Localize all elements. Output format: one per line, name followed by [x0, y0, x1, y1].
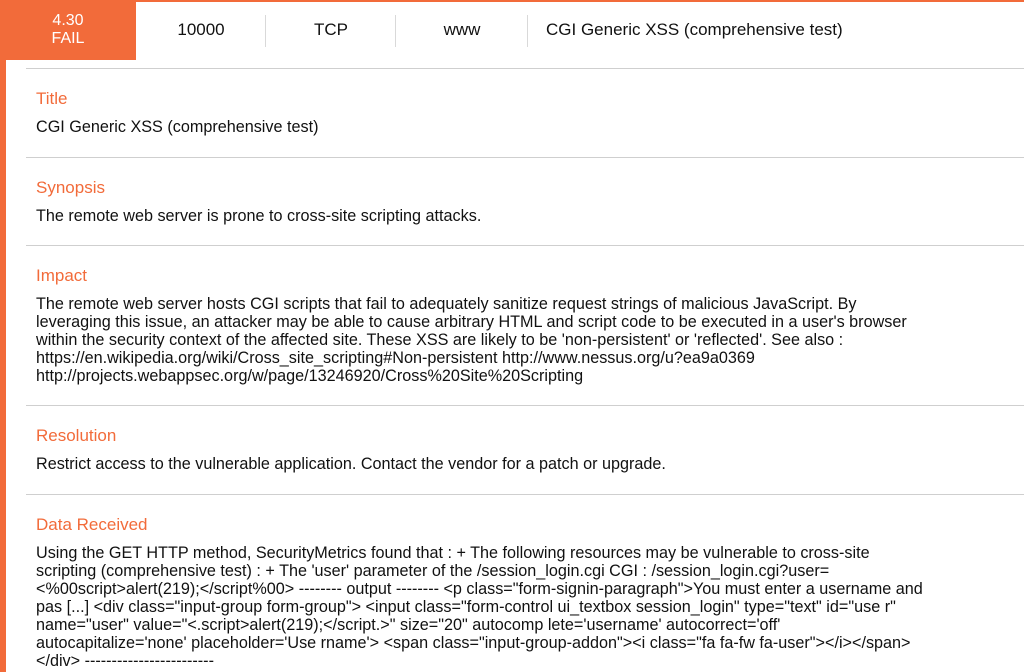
title-text: CGI Generic XSS (comprehensive test) — [36, 118, 319, 136]
synopsis-section — [26, 157, 1024, 225]
impact-line: within the security context of the affected site. These XSS are likely to be 'non-persistent' or 'reflected'. See also : — [36, 331, 844, 349]
resolution-section — [26, 405, 1024, 473]
data-received-section — [26, 494, 1024, 670]
status-label: FAIL — [51, 30, 85, 47]
impact-line: https://en.wikipedia.org/wiki/Cross_site_scripting#Non-persistent http://www.nessus.org/u?ea9a0369 — [36, 349, 755, 367]
data-line: scripting (comprehensive test) : + The 'user' parameter of the /session_login.cgi CGI : /session_login.cgi?user= — [36, 562, 830, 580]
section-label: Impact — [36, 266, 88, 285]
impact-line: http://projects.webappsec.org/w/page/13246920/Cross%20Site%20Scripting — [36, 367, 584, 385]
impact-line: The remote web server hosts CGI scripts that fail to adequately sanitize request strings of malicious JavaScript. By — [36, 295, 857, 313]
data-line: </div> ------------------------ — [36, 652, 214, 670]
resolution-text: Restrict access to the vulnerable application. Contact the vendor for a patch or upgrade. — [36, 455, 666, 473]
data-received-text — [36, 544, 1024, 670]
data-line: <%00script>alert(219);</script%00> -------- output -------- <p class="form-signin-paragraph">You must enter a username and — [36, 580, 923, 598]
data-line: name="user" value="<.script>alert(219);</script.>" size="20" autocomp lete='username' autocorrect='off' — [36, 616, 781, 634]
impact-line: leveraging this issue, an attacker may be able to cause arbitrary HTML and script code to be executed in a user's browser — [36, 313, 907, 331]
title-section — [26, 68, 1024, 136]
port-cell: 10000 — [136, 0, 266, 60]
section-label: Title — [36, 89, 68, 108]
service-cell: www — [396, 0, 528, 60]
data-line: autocapitalize='none' placeholder='Use rname'> <span class="input-group-addon"><i class="fa fa-fw fa-user"></i></span> — [36, 634, 911, 652]
section-label: Data Received — [36, 515, 148, 534]
finding-header[interactable] — [0, 0, 1024, 60]
score-badge — [0, 0, 136, 60]
section-label: Resolution — [36, 426, 117, 445]
plugin-name-cell: CGI Generic XSS (comprehensive test) — [546, 20, 843, 39]
synopsis-text: The remote web server is prone to cross-site scripting attacks. — [36, 207, 482, 225]
data-line: pas [...] <div class="input-group form-group"> <input class="form-control ui_textbox session_login" type="text" id="use r" — [36, 598, 896, 616]
protocol-cell: TCP — [266, 0, 396, 60]
section-label: Synopsis — [36, 178, 105, 197]
score-value: 4.30 — [52, 12, 84, 29]
data-line: Using the GET HTTP method, SecurityMetrics found that : + The following resources may be vulnerable to cross-site — [36, 544, 870, 562]
impact-section — [26, 245, 1024, 385]
impact-text — [36, 295, 1024, 385]
